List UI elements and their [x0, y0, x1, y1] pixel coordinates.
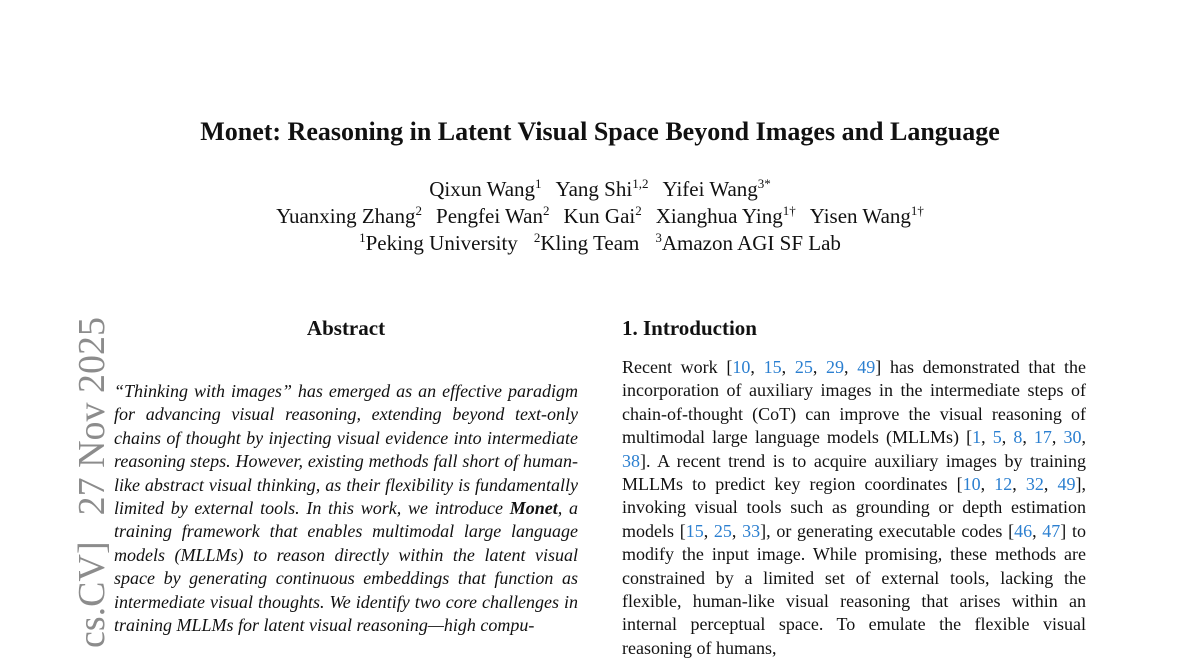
affiliation: $^3$Amazon AGI SF Lab	[655, 230, 841, 255]
arxiv-stamp	[72, 317, 112, 648]
citation-link[interactable]: 38	[622, 450, 640, 471]
citation-link[interactable]: 5	[992, 427, 1002, 448]
affiliation: $^2$Kling Team	[533, 230, 640, 255]
citation-link[interactable]: 29	[826, 357, 845, 377]
citation-link[interactable]: 8	[1013, 427, 1023, 448]
author: Yuanxing Zhang$^2$	[276, 203, 423, 228]
arxiv-date: 27 Nov 2025	[71, 316, 113, 516]
author: Kun Gai$^2$	[563, 203, 642, 228]
citation-link[interactable]: 25	[794, 357, 813, 377]
citation-link[interactable]: 49	[1057, 474, 1076, 495]
author: Xianghua Ying$^{1\dagger}$	[655, 203, 796, 228]
arxiv-category: cs.CV]	[71, 541, 113, 648]
abstract-text: “Thinking with images” has emerged as an effective paradigm for advancing visual reasoning, extending beyond text-only chains of thought by injecting visual evidence into intermediate reasoning steps. However, existing methods fall short of human-like abstract visual thinking, as their flexibility is fundamentally limited by external tools. In this work, we introduce Monet, a training framework that enables multimodal large language models (MLLMs) to reason directly within the latent visual space by generating continuous embeddings that function as intermediate visual thoughts. We identify two core challenges in training MLLMs for latent visual reasoning—high compu-	[114, 381, 579, 636]
abstract-heading: Abstract	[306, 316, 386, 340]
author-line-1	[0, 176, 1200, 203]
introduction-column	[622, 314, 1086, 660]
citation-link[interactable]: 10	[732, 357, 751, 377]
author: Yang Shi$^{1,2}$	[555, 176, 649, 201]
author: Yifei Wang$^{3*}$	[662, 176, 771, 201]
abstract-column	[114, 314, 578, 637]
author-line-2	[0, 203, 1200, 230]
citation-link[interactable]: 32	[1025, 474, 1044, 495]
citation-link[interactable]: 47	[1042, 520, 1061, 541]
author: Yisen Wang$^{1\dagger}$	[809, 203, 924, 228]
citation-link[interactable]: 1	[972, 427, 982, 448]
citation-link[interactable]: 12	[994, 474, 1013, 495]
citation-link[interactable]: 17	[1033, 427, 1052, 448]
affiliation: $^1$Peking University	[359, 230, 518, 255]
citation-link[interactable]: 25	[713, 520, 732, 541]
citation-link[interactable]: 46	[1014, 520, 1033, 541]
method-name: Monet	[509, 498, 558, 519]
introduction-heading: 1. Introduction	[622, 316, 757, 340]
author: Pengfei Wan$^2$	[436, 203, 550, 228]
author: Qixun Wang$^1$	[429, 176, 542, 201]
citation-link[interactable]: 15	[685, 520, 704, 541]
citation-link[interactable]: 30	[1063, 427, 1082, 448]
citation-link[interactable]: 10	[962, 474, 981, 495]
paper-title: Monet: Reasoning in Latent Visual Space Beyond Images and Language	[200, 117, 1000, 147]
citation-link[interactable]: 49	[857, 357, 876, 377]
citation-link[interactable]: 33	[742, 520, 761, 541]
affiliation-line	[0, 230, 1200, 257]
introduction-text: Recent work [10, 15, 25, 29, 49] has demonstrated that the incorporation of auxiliary images in the intermediate steps of chain-of-thought (CoT) can improve the visual reasoning of multimodal large language models (MLLMs) [1, 5, 8, 17, 30, 38]. A recent trend is to acquire auxiliary images by training MLLMs to predict key region coordinates [10, 12, 32, 49], invoking visual tools such as grounding or depth estimation models [15, 25, 33], or generating executable codes [46, 47] to modify the input image. While promising, these methods are constrained by a limited set of external tools, lacking the flexible, human-like visual reasoning that arises within an internal perceptual space. To emulate the flexible visual reasoning of humans,	[622, 357, 1087, 658]
author-block	[0, 176, 1200, 257]
citation-link[interactable]: 15	[763, 357, 782, 377]
